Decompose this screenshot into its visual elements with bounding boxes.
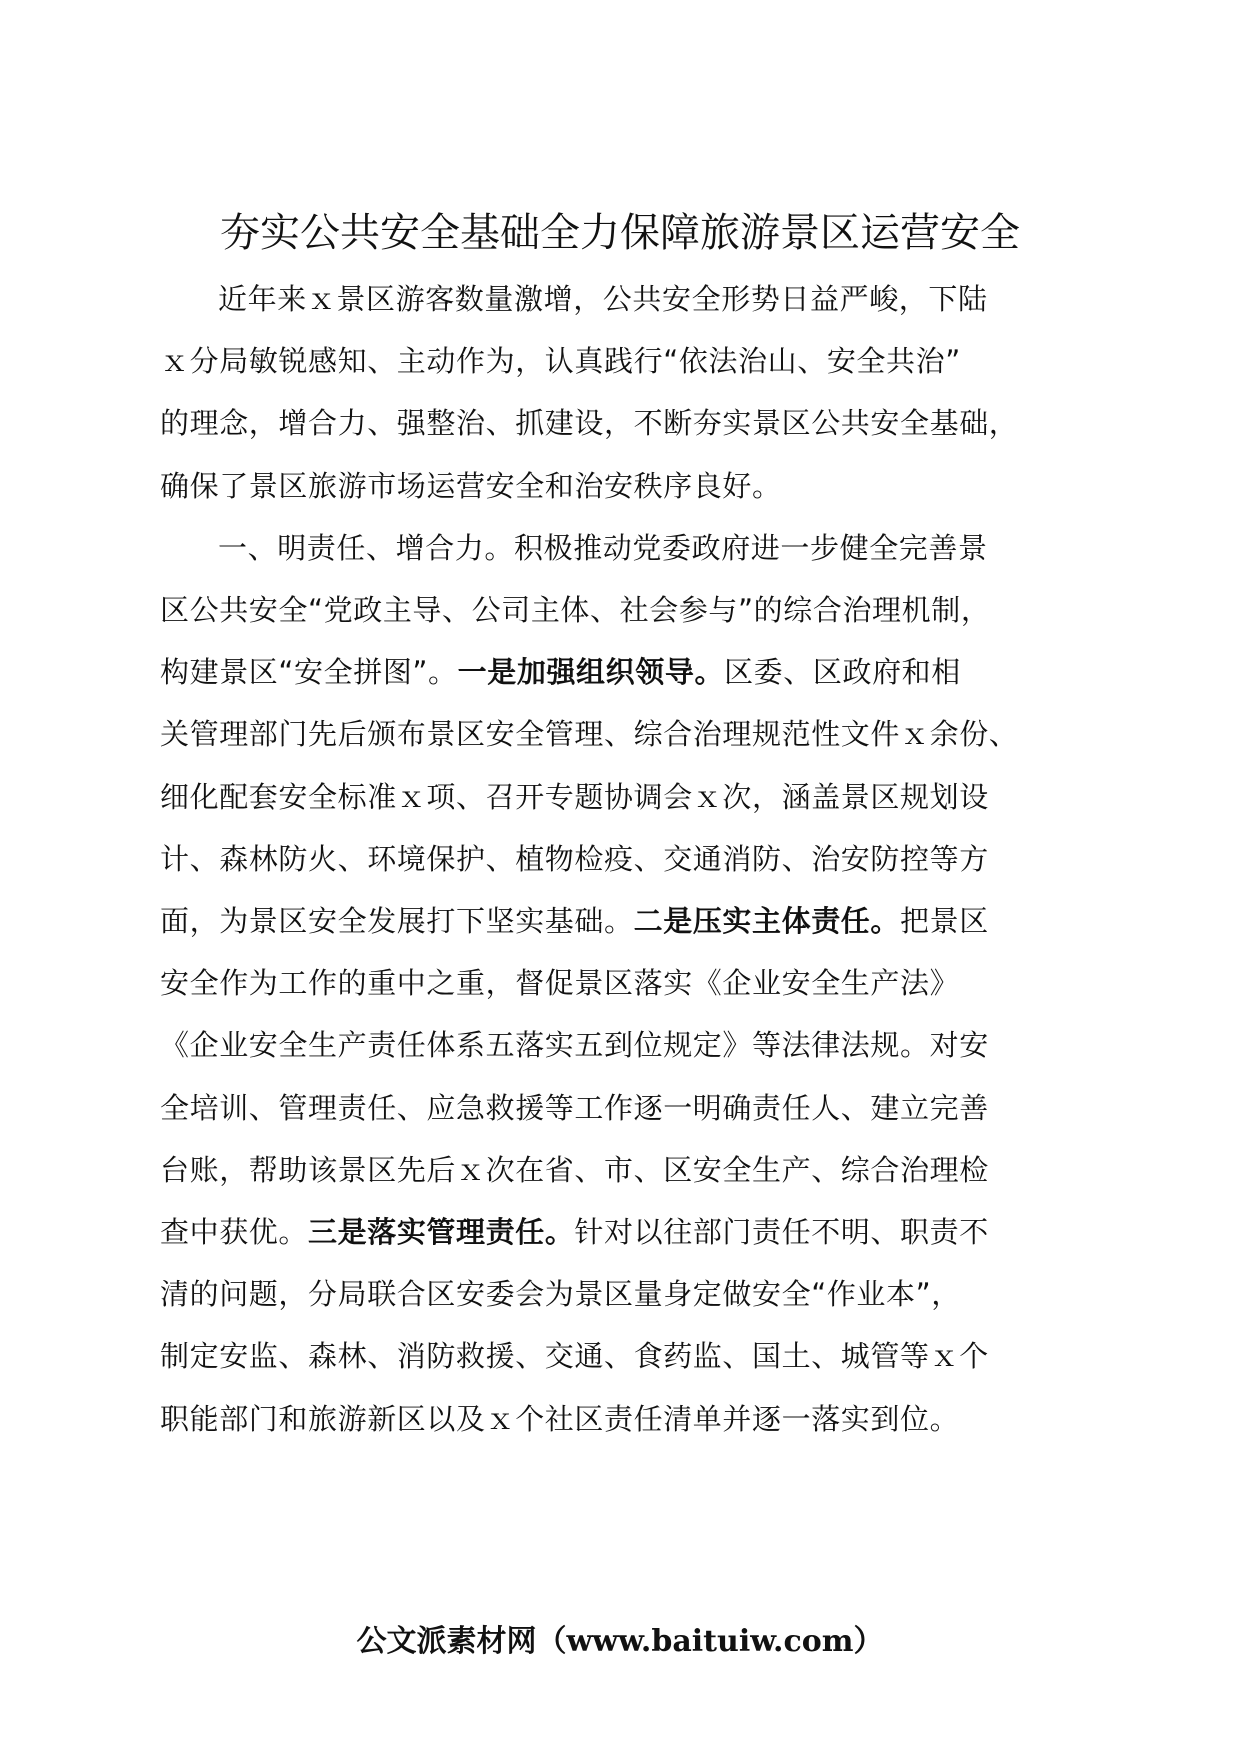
document-title: 夯实公共安全基础全力保障旅游景区运营安全 (220, 210, 1020, 256)
text-line (160, 1201, 1090, 1263)
text-line: 的理念，增合力、强整治、抓建设，不断夯实景区公共安全基础， (160, 406, 1019, 441)
paragraph-intro (160, 268, 1090, 517)
text-line: 安全作为工作的重中之重，督促景区落实《企业安全生产法》 (160, 966, 960, 1001)
text-line: 关管理部门先后颁布景区安全管理、综合治理规范性文件ｘ余份、 (160, 717, 1019, 752)
text-run: 针对以往部门责任不明、职责不 (574, 1215, 989, 1250)
document-body (160, 268, 1090, 1450)
text-line: 台账，帮助该景区先后ｘ次在省、市、区安全生产、综合治理检 (160, 1152, 989, 1187)
bold-heading: 一是加强组织领导。 (457, 655, 725, 690)
text-line (160, 890, 1090, 952)
text-line: 职能部门和旅游新区以及ｘ个社区责任清单并逐一落实到位。 (160, 1401, 960, 1436)
text-line: 制定安监、森林、消防救援、交通、食药监、国土、城管等ｘ个 (160, 1339, 989, 1374)
text-run: 构建景区“安全拼图”。 (160, 655, 458, 690)
footer-watermark-text: 公文派素材网（www.baituiw.com） (356, 1624, 884, 1659)
text-line (160, 641, 1090, 703)
text-line: 全培训、管理责任、应急救援等工作逐一明确责任人、建立完善 (160, 1090, 989, 1125)
text-line: ｘ分局敏锐感知、主动作为，认真践行“依法治山、安全共治” (160, 344, 961, 379)
text-run: 把景区 (900, 904, 989, 939)
text-line: 《企业安全生产责任体系五落实五到位规定》等法律法规。对安 (160, 1028, 989, 1063)
text-line: 清的问题，分局联合区安委会为景区量身定做安全“作业本”， (160, 1277, 961, 1312)
text-line: 细化配套安全标准ｘ项、召开专题协调会ｘ次，涵盖景区规划设 (160, 779, 989, 814)
text-line: 区公共安全“党政主导、公司主体、社会参与”的综合治理机制， (160, 593, 991, 628)
bold-heading: 三是落实管理责任。 (308, 1215, 575, 1250)
text-line: 近年来ｘ景区游客数量激增，公共安全形势日益严峻，下陆 (218, 282, 988, 316)
bold-heading: 二是压实主体责任。 (633, 904, 901, 939)
text-line: 计、森林防火、环境保护、植物检疫、交通消防、治安防控等方 (160, 841, 989, 876)
paragraph-section-one (160, 517, 1090, 1450)
text-run: 区委、区政府和相 (724, 655, 961, 690)
text-run: 面，为景区安全发展打下坚实基础。 (160, 904, 634, 939)
text-run: 查中获优。 (160, 1215, 309, 1250)
text-line: 确保了景区旅游市场运营安全和治安秩序良好。 (160, 468, 782, 503)
text-line: 一、明责任、增合力。积极推动党委政府进一步健全完善景 (218, 530, 988, 565)
